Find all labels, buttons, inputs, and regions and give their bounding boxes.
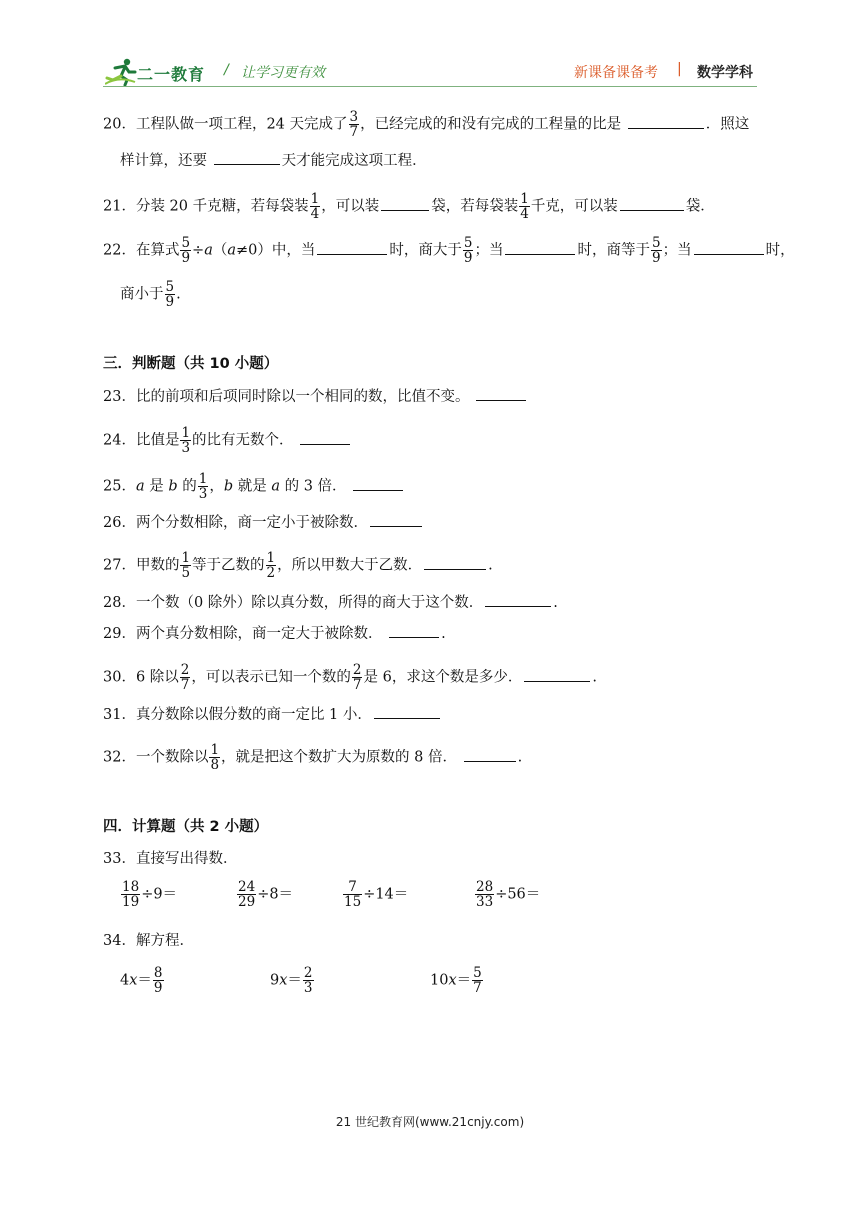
question-24: 24．比值是 $\frac{1}{3}$ 的比有无数个． <box>103 426 352 455</box>
question-34: 34．解方程． <box>103 933 194 949</box>
question-number: 30． <box>103 669 136 686</box>
fraction: $\frac{1}{3}$ <box>181 425 191 456</box>
section-title-calculation: 四．计算题（共 2 小题） <box>103 819 269 835</box>
fraction: $\frac{5}{9}$ <box>165 279 175 310</box>
answer-blank[interactable] <box>370 512 422 527</box>
header <box>103 58 757 88</box>
question-27: 27．甲数的 $\frac{1}{5}$ 等于乙数的 $\frac{1}{2}$ ，所以甲数大于乙数． . <box>103 550 493 581</box>
calc-item: $\frac{7}{15}$ ÷14＝ <box>344 879 409 910</box>
question-number: 34． <box>103 933 136 949</box>
fraction: $\frac{7}{15}$ <box>344 879 362 910</box>
header-divider: / <box>224 62 229 78</box>
question-number: 26． <box>103 515 136 531</box>
fraction: $\frac{1}{4}$ <box>310 191 320 222</box>
answer-blank[interactable] <box>300 430 350 445</box>
fraction: $\frac{2}{7}$ <box>352 662 362 693</box>
answer-blank[interactable] <box>620 196 684 211</box>
runner-logo-icon <box>105 58 137 86</box>
calc-item: $\frac{28}{33}$ ÷56＝ <box>476 879 541 910</box>
question-number: 23． <box>103 389 136 405</box>
footer-text: 21 世纪教育网(www.21cnjy.com) <box>335 1115 525 1129</box>
question-number: 31． <box>103 707 136 723</box>
fraction: $\frac{1}{4}$ <box>520 191 529 222</box>
fraction: $\frac{5}{9}$ <box>463 235 473 266</box>
header-subject: 数学学科 <box>697 65 753 81</box>
question-number: 32． <box>103 749 136 766</box>
fraction: $\frac{5}{9}$ <box>651 235 661 266</box>
header-slogan: 让学习更有效 <box>241 65 325 81</box>
fraction: $\frac{1}{8}$ <box>210 742 220 773</box>
calc-item: $\frac{18}{19}$ ÷9＝ <box>122 879 178 910</box>
fraction: $\frac{28}{33}$ <box>476 879 494 910</box>
answer-blank[interactable] <box>485 592 551 607</box>
question-29: 29．两个真分数相除，商一定大于被除数． . <box>103 623 446 644</box>
answer-blank[interactable] <box>374 704 440 719</box>
fraction: $\frac{2}{7}$ <box>180 662 190 693</box>
question-number: 24． <box>103 432 136 449</box>
answer-blank[interactable] <box>424 555 486 570</box>
answer-blank[interactable] <box>628 114 704 129</box>
fraction: $\frac{8}{9}$ <box>153 965 163 996</box>
fraction: $\frac{24}{29}$ <box>238 879 256 910</box>
question-number: 33． <box>103 851 136 867</box>
header-right-text: 新课备课备考 <box>574 65 658 81</box>
question-number: 21． <box>103 198 136 215</box>
answer-blank[interactable] <box>476 386 526 401</box>
header-rule <box>103 86 757 87</box>
question-22-line2: 商小于 $\frac{5}{9}$ . <box>120 279 181 310</box>
question-32: 32．一个数除以 $\frac{1}{8}$ ，就是把这个数扩大为原数的 8 倍． . <box>103 742 523 773</box>
question-28: 28．一个数（0 除外）除以真分数，所得的商大于这个数． . <box>103 592 558 613</box>
question-22: 22．在算式 $\frac{5}{9}$ ÷a（a≠0）中，当 时，商大于 $\frac{5}{9}$ ；当 时，商等于 $\frac{5}{9}$ ；当 时， <box>103 235 795 266</box>
question-33: 33．直接写出得数． <box>103 851 238 867</box>
answer-blank[interactable] <box>353 476 403 491</box>
question-number: 22． <box>103 242 136 259</box>
fraction: $\frac{18}{19}$ <box>122 879 140 910</box>
question-21: 21．分装 20 千克糖，若每袋装 $\frac{1}{4}$ ，可以装 袋，若每袋装 $\frac{1}{4}$ 千克，可以装 袋． <box>103 191 715 222</box>
fraction: $\frac{1}{5}$ <box>181 550 191 581</box>
question-25: 25．a 是 b 的 $\frac{1}{3}$ ，b 就是 a 的 3 倍． <box>103 472 405 501</box>
fraction: $\frac{1}{2}$ <box>266 550 276 581</box>
question-31: 31．真分数除以假分数的商一定比 1 小． <box>103 704 442 725</box>
question-23: 23．比的前项和后项同时除以一个相同的数，比值不变。 <box>103 386 528 407</box>
question-26: 26．两个分数相除，商一定小于被除数． <box>103 512 424 533</box>
answer-blank[interactable] <box>464 747 516 762</box>
question-number: 20． <box>103 116 136 133</box>
answer-blank[interactable] <box>524 667 590 682</box>
equation-item: 4x＝ $\frac{8}{9}$ <box>120 965 163 996</box>
fraction: $\frac{3}{7}$ <box>349 109 359 140</box>
answer-blank[interactable] <box>214 150 280 165</box>
equation-item: 10x＝ $\frac{5}{7}$ <box>430 965 482 996</box>
fraction: $\frac{5}{9}$ <box>181 235 191 266</box>
question-30: 30．6 除以 $\frac{2}{7}$ ，可以表示已知一个数的 $\frac{2}{7}$ 是 6，求这个数是多少． . <box>103 662 597 693</box>
fraction: $\frac{1}{3}$ <box>198 471 208 502</box>
question-number: 29． <box>103 626 136 642</box>
question-number: 28． <box>103 595 136 611</box>
answer-blank[interactable] <box>389 623 439 638</box>
question-number: 27． <box>103 557 136 574</box>
question-number: 25． <box>103 478 136 495</box>
section-title-judgment: 三．判断题（共 10 小题） <box>103 356 279 372</box>
answer-blank[interactable] <box>381 196 429 211</box>
fraction: $\frac{5}{7}$ <box>473 965 482 996</box>
header-right-separator: | <box>677 61 682 77</box>
fraction: $\frac{2}{3}$ <box>303 965 313 996</box>
question-20-line2: 样计算，还要 天才能完成这项工程． <box>120 150 427 171</box>
answer-blank[interactable] <box>505 240 575 255</box>
answer-blank[interactable] <box>317 240 387 255</box>
answer-blank[interactable] <box>694 240 764 255</box>
equation-item: 9x＝ $\frac{2}{3}$ <box>270 965 313 996</box>
calc-item: $\frac{24}{29}$ ÷8＝ <box>238 879 294 910</box>
question-20: 20．工程队做一项工程，24 天完成了 $\frac{3}{7}$ ，已经完成的和没有完成的工程量的比是 ．照这 <box>103 109 750 140</box>
logo-text: 二一教育 <box>137 65 206 84</box>
